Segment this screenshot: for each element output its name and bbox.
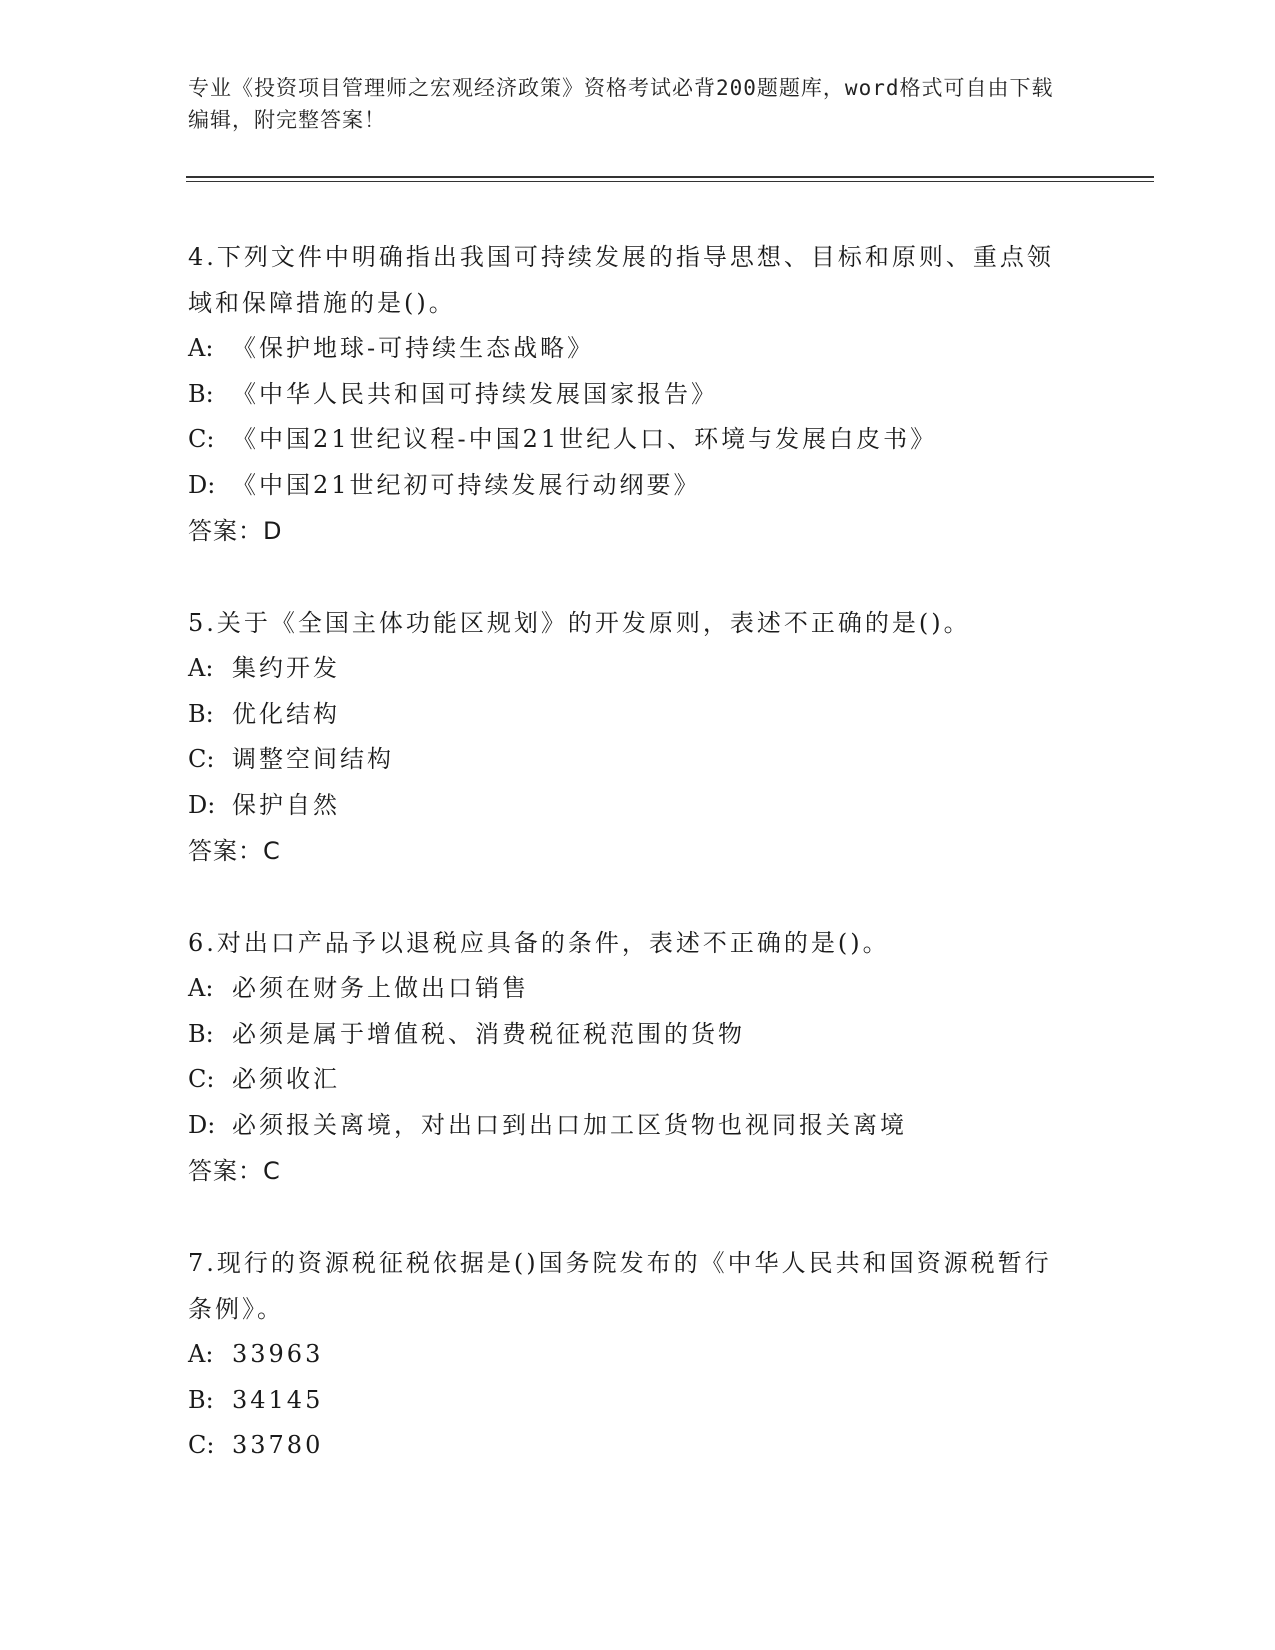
option-b xyxy=(188,1378,1068,1424)
option-letter: C: xyxy=(188,425,215,453)
option-text: 必须报关离境，对出口到出口加工区货物也视同报关离境 xyxy=(232,1110,907,1139)
question-item xyxy=(188,600,1068,874)
option-text: 《中华人民共和国可持续发展国家报告》 xyxy=(232,379,718,408)
question-text: 4.下列文件中明确指出我国可持续发展的指导思想、目标和原则、重点领域和保障措施的是()。 xyxy=(188,243,1054,317)
option-letter: A: xyxy=(188,974,214,1002)
header-divider-thin xyxy=(186,181,1154,182)
option-d xyxy=(188,463,1068,509)
option-letter: A: xyxy=(188,1340,214,1368)
question-item xyxy=(188,920,1068,1194)
question-list xyxy=(188,234,1068,1515)
question-text: 7.现行的资源税征税依据是()国务院发布的《中华人民共和国资源税暂行条例》。 xyxy=(188,1249,1052,1323)
option-text: 《保护地球-可持续生态战略》 xyxy=(232,334,595,362)
option-text: 34145 xyxy=(232,1385,324,1414)
option-a xyxy=(188,646,1068,692)
option-c xyxy=(188,1057,1068,1103)
question-text: 5.关于《全国主体功能区规划》的开发原则，表述不正确的是()。 xyxy=(188,609,971,637)
option-letter: D: xyxy=(188,1110,216,1139)
question-item xyxy=(188,234,1068,554)
option-c xyxy=(188,417,1068,463)
option-letter: C: xyxy=(188,745,215,773)
option-letter: B: xyxy=(188,379,214,408)
option-text: 集约开发 xyxy=(232,654,340,682)
option-text: 33963 xyxy=(232,1340,324,1368)
option-letter: B: xyxy=(188,1019,214,1048)
answer-line: 答案：D xyxy=(188,517,283,545)
option-letter: C: xyxy=(188,1065,215,1093)
option-letter: A: xyxy=(188,654,214,682)
option-text: 必须在财务上做出口销售 xyxy=(232,974,529,1002)
header-divider xyxy=(186,176,1154,178)
option-d xyxy=(188,1103,1068,1149)
answer-line: 答案：C xyxy=(188,1157,281,1185)
option-letter: D: xyxy=(188,470,216,499)
option-text: 优化结构 xyxy=(232,699,340,728)
option-text: 33780 xyxy=(232,1431,324,1459)
option-letter: B: xyxy=(188,699,214,728)
option-a xyxy=(188,966,1068,1012)
option-d xyxy=(188,783,1068,829)
option-text: 保护自然 xyxy=(232,790,340,819)
option-text: 必须收汇 xyxy=(232,1065,340,1093)
question-item xyxy=(188,1240,1068,1469)
option-letter: A: xyxy=(188,334,214,362)
option-a xyxy=(188,326,1068,372)
header-title: 专业《投资项目管理师之宏观经济政策》资格考试必背200题题库，word格式可自由下载编辑，附完整答案！ xyxy=(188,76,1054,132)
option-letter: C: xyxy=(188,1431,215,1459)
option-letter: D: xyxy=(188,790,216,819)
question-text: 6.对出口产品予以退税应具备的条件，表述不正确的是()。 xyxy=(188,929,890,957)
option-text: 《中国21世纪初可持续发展行动纲要》 xyxy=(232,470,701,499)
document-header xyxy=(188,72,1068,136)
option-text: 调整空间结构 xyxy=(232,745,394,773)
option-b xyxy=(188,1012,1068,1058)
option-letter: B: xyxy=(188,1385,214,1414)
option-text: 《中国21世纪议程-中国21世纪人口、环境与发展白皮书》 xyxy=(232,425,938,453)
option-a xyxy=(188,1332,1068,1378)
option-b xyxy=(188,372,1068,418)
option-c xyxy=(188,1423,1068,1469)
option-c xyxy=(188,737,1068,783)
option-text: 必须是属于增值税、消费税征税范围的货物 xyxy=(232,1019,745,1048)
answer-line: 答案：C xyxy=(188,837,281,865)
option-b xyxy=(188,692,1068,738)
